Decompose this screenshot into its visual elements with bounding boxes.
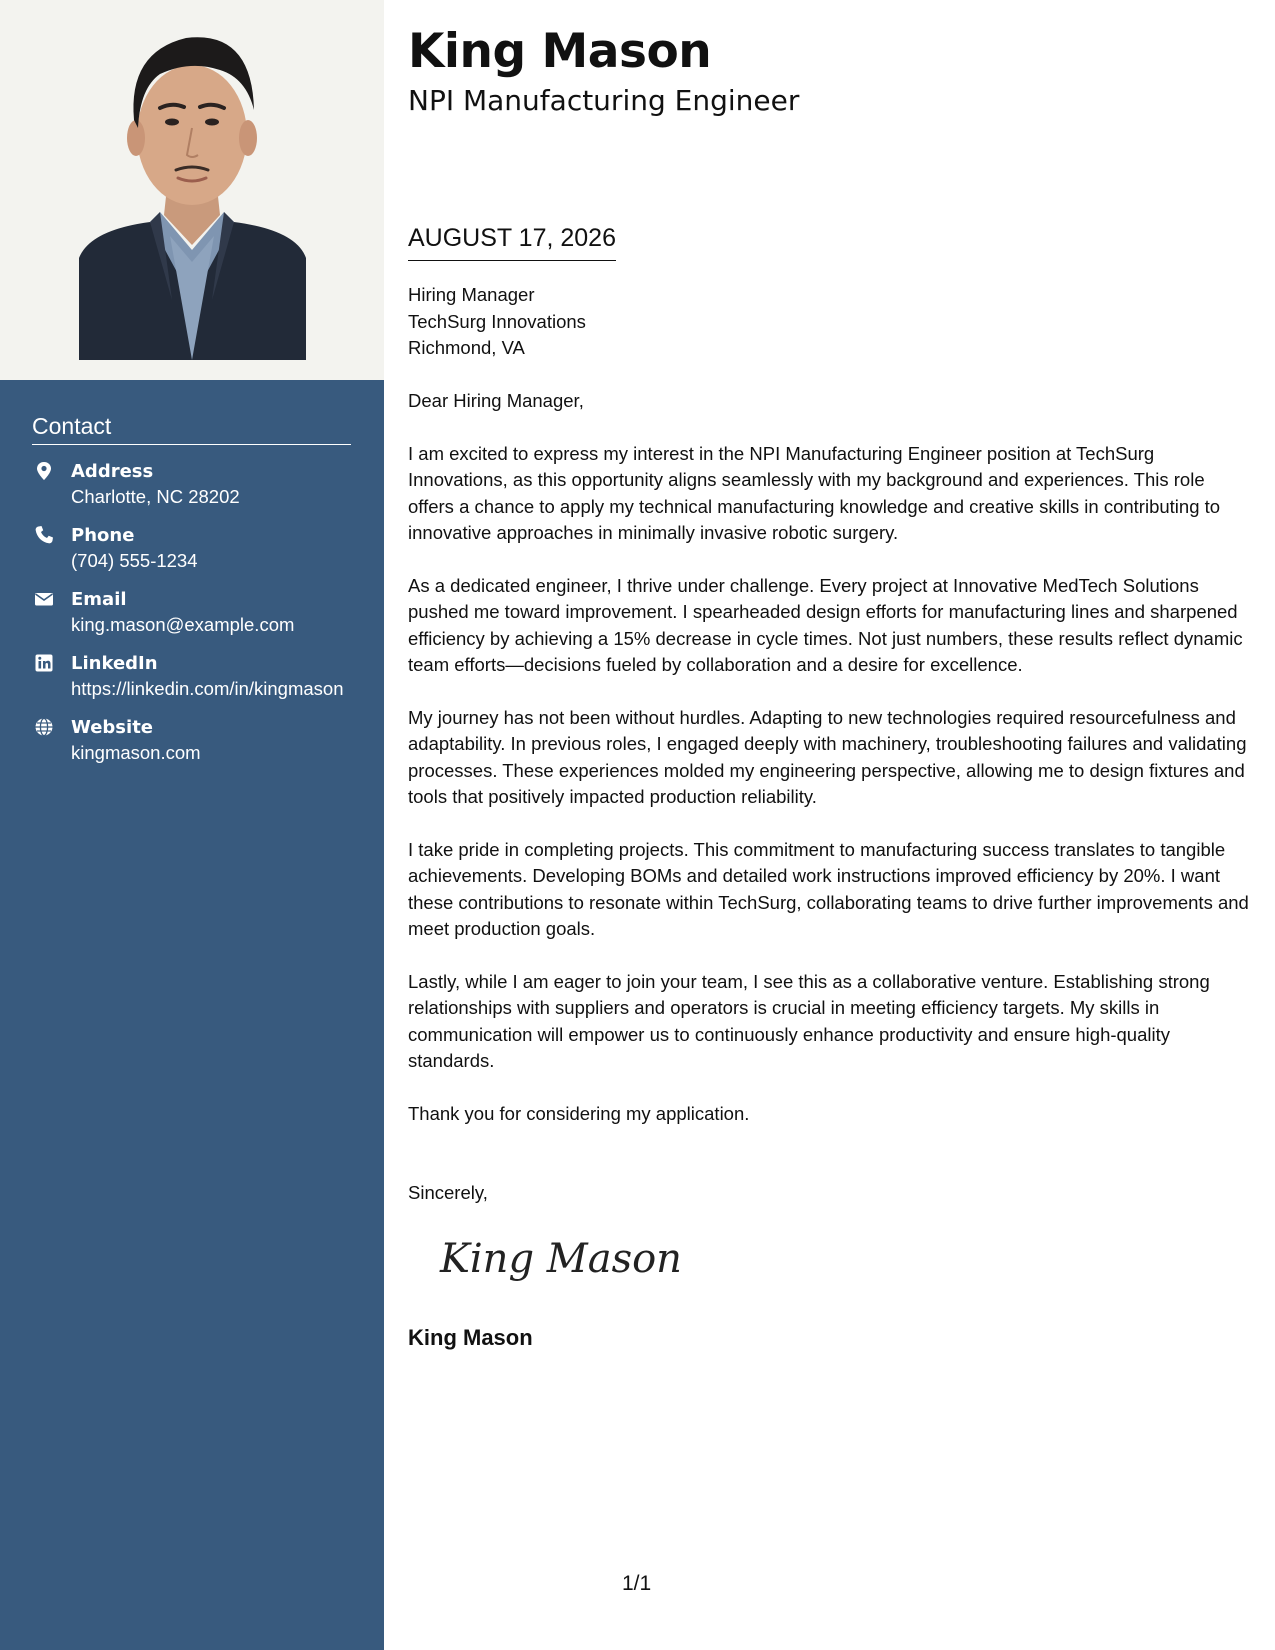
thank-you-line: Thank you for considering my application.	[408, 1102, 750, 1124]
contact-label: Address	[71, 461, 154, 482]
phone-value: (704) 555-1234	[71, 550, 198, 571]
body-paragraph: I take pride in completing projects. This commitment to manufacturing success translates to tangible achievements. Developing BOMs and detailed work instructions improved efficiency by 20%. I want these contributions to resonate within TechSurg, collaborating teams to drive further improvements and meet production goals.	[408, 838, 1249, 939]
profile-photo	[0, 0, 384, 380]
contact-website	[32, 715, 352, 765]
closing: Sincerely,	[408, 1182, 488, 1203]
contact-label: Phone	[71, 525, 135, 546]
letter-body	[408, 388, 1253, 1153]
applicant-name: King Mason	[408, 24, 712, 79]
contact-email	[32, 587, 352, 637]
page-number: 1/1	[622, 1572, 652, 1595]
signer-name: King Mason	[408, 1325, 533, 1350]
contact-section	[32, 412, 352, 765]
contact-address	[32, 459, 352, 509]
profile-photo-illustration	[0, 0, 384, 380]
recipient-block	[408, 282, 586, 362]
contact-phone	[32, 523, 352, 573]
contact-label: Website	[71, 717, 154, 738]
letter-date: AUGUST 17, 2026	[408, 222, 616, 261]
contact-label: LinkedIn	[71, 653, 158, 674]
envelope-icon	[34, 589, 54, 609]
recipient-title: Hiring Manager	[408, 284, 535, 305]
body-paragraph: As a dedicated engineer, I thrive under challenge. Every project at Innovative MedTech Solutions pushed me toward improvement. I spearheaded design efforts for manufacturing lines and sharpened efficiency by achieving a 15% decrease in cycle times. Not just numbers, these results reflect dynamic team efforts—decisions fueled by collaboration and a desire for excellence.	[408, 574, 1243, 675]
body-paragraph: My journey has not been without hurdles. Adapting to new technologies required resourcefulness and adaptability. In previous roles, I engaged deeply with machinery, troubleshooting failures and validating processes. These experiences molded my engineering perspective, allowing me to design fixtures and tools that positively impacted production reliability.	[408, 706, 1247, 807]
recipient-company: TechSurg Innovations	[408, 310, 586, 332]
recipient-location: Richmond, VA	[408, 337, 525, 358]
globe-icon	[34, 717, 54, 737]
phone-icon	[34, 525, 54, 545]
signature-text: King Mason	[440, 1236, 682, 1282]
job-title: NPI Manufacturing Engineer	[408, 84, 800, 117]
address-value: Charlotte, NC 28202	[71, 486, 240, 507]
contact-heading: Contact	[32, 412, 351, 445]
sidebar	[0, 0, 384, 1650]
linkedin-icon	[34, 653, 54, 673]
body-paragraph: Lastly, while I am eager to join your team, I see this as a collaborative venture. Establishing strong relationships with suppliers and operators is crucial in meeting efficiency targets. My skills in communication will empower us to continuously enhance productivity and ensure high-quality standards.	[408, 970, 1210, 1071]
handwritten-signature	[436, 1226, 682, 1296]
map-pin-icon	[34, 461, 54, 481]
contact-label: Email	[71, 589, 127, 610]
linkedin-link[interactable]: https://linkedin.com/in/kingmason	[71, 678, 344, 699]
body-paragraph: I am excited to express my interest in the NPI Manufacturing Engineer position at TechSurg Innovations, as this opportunity aligns seamlessly with my background and experiences. This role offers a chance to apply my technical manufacturing knowledge and creative skills in contributing to innovative approaches in minimally invasive robotic surgery.	[408, 442, 1221, 543]
website-link[interactable]: kingmason.com	[71, 742, 201, 763]
contact-linkedin	[32, 651, 352, 701]
email-link[interactable]: king.mason@example.com	[71, 614, 295, 635]
salutation: Dear Hiring Manager,	[408, 390, 584, 411]
